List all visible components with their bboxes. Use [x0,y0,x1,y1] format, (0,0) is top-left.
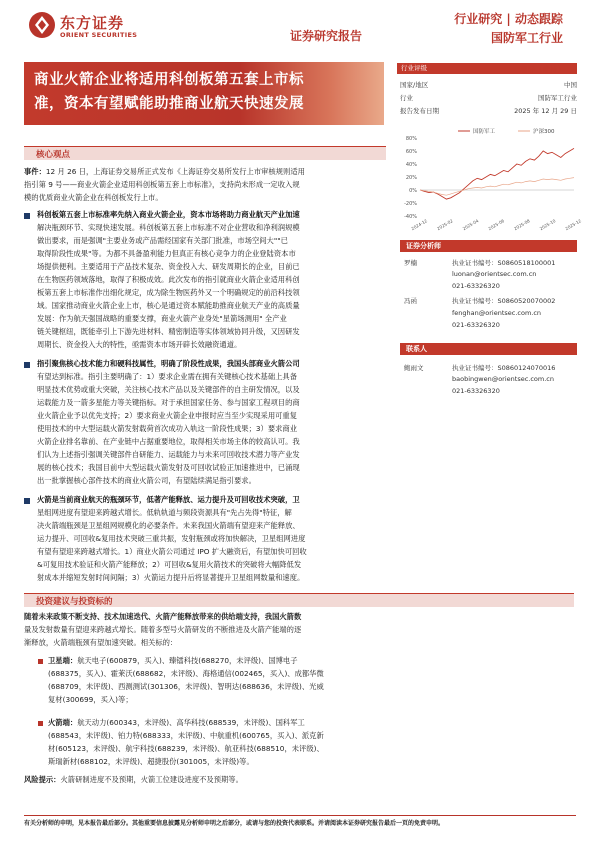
rocket-line: (688543，未评级)、铂力特(688333，未评级)、中航重机(600765，买入)、派克新 [48,731,324,740]
label-prefix: 事件： [24,167,46,176]
rating-row-value: 中国 [564,81,577,89]
p2-line: 们认为上述指引强调关键部件自研能力、运载能力与未来可回收技术潜力等产业发 [37,450,300,459]
p2-line: 有望达到标准。指引主要明确了：1）要求企业需在拥有关键核心技术基础上具备 [37,372,298,381]
rating-row-value: 2025 年 12 月 29 日 [514,107,577,115]
p2-line: 运载能力及一箭多星能力等关键指标。对于承担国家任务、参与国家工程项目的商 [37,398,300,407]
p1-line: 在生物医药领域落地，取得了积极成效。此次发布的指引就商业火箭企业适用科创 [37,275,300,284]
rating-row-key: 行业 [400,94,413,102]
risk-warning: 风险提示：火箭研制进度不及预期，火箭工位建设进度不及预期等。 [24,775,243,784]
p3-line: 决火箭端瓶颈是卫星组网规模化的必要条件。未来我国火箭端有望迎来产能释放、 [37,521,300,530]
contact-cert: 执业证书编号：S0860124070016 [452,364,556,372]
p1-line: 链关键枢纽，既能牵引上下游先进材料、精密制造等实体领域协同升级，又因研发 [37,327,300,336]
analysts-label: 证券分析师 [406,242,441,250]
core-view-label: 核心观点 [36,150,71,160]
p1-line: 板第五套上市标准作出细化规定，成为除生物医药外又一个明确规定的前沿科技领 [37,288,300,297]
rocket-line: 火箭端：航天动力(600343，未评级)、高华科技(688539，未评级)、国科军工 [48,718,305,727]
page-header [0,0,595,60]
contact-name: 鲍雨文 [404,364,424,372]
rating-row-key: 国家/地区 [400,81,429,89]
y-tick-label: 20% [405,175,417,181]
rating-row-value: 国防军工行业 [538,94,577,102]
rocket-line: 材(605123，未评级)、航宇科技(688239，未评级)、航亚科技(688510，未评级)、 [48,744,324,753]
rating-row [400,106,577,115]
p2-line: 展的核心技术；我国目前中大型运载火箭发射及可回收试验正加速推进中，已涌现 [37,463,300,472]
x-tick-label: 2025-06 [487,218,506,232]
rating-row [400,80,577,89]
rating-value: 看好（维持） [520,65,565,74]
p2-line: 业火箭企业予以优先支持；2）要求商业火箭企业申报时应当至少实现采用可重复 [37,411,298,420]
sat-line: 复材(300699，买入)等； [48,695,133,704]
brand-name-en: ORIENT SECURITIES [60,31,138,39]
x-tick-label: 2024-12 [410,218,429,232]
analysts-header [400,240,577,252]
p3-line: 射成本并缩短发射时间间隔；3）火箭运力提升后将显著提升卫星组网数量和速度。 [37,573,305,582]
bullet-square-icon [24,362,30,368]
bullet-square-icon [24,213,30,219]
performance-chart [398,124,583,232]
industry-name: 国防军工行业 [490,31,563,45]
p1-line: 域。国家推动商业火箭企业上市，核心是通过资本赋能助推商业航天产业的高质量 [37,301,300,310]
legend-label: 国防军工 [473,129,496,135]
sat-line: (688709，未评级)、西测测试(301306，未评级)、智明达(688636，未评级)、光威 [48,682,324,691]
rocket-line: 斯瑞新材(688102，未评级)、超捷股份(301005，未评级)等。 [48,757,254,766]
analyst-email: luonan@orientsec.com.cn [452,270,537,278]
analyst-cert: 执业证书编号：S0860518100001 [452,259,556,267]
p1-line: 做出要求，而是强调"主要业务或产品需经国家有关部门批准，市场空间大""已 [37,236,288,245]
p3-line: &可复用技术验证和火箭产能释放；2）可回收&复用火箭技术的突破将大幅降低发 [37,560,302,569]
p2-line: 出一批掌握核心部件技术的商业火箭公司，有望陆续满足指引要求。 [37,476,256,485]
bullet-square-icon [38,721,43,726]
p3-line: 星组网进度有望迎来跨越式增长。低轨轨道与频段资源具有"先占先得"特征，解 [37,508,292,517]
bullet-square-icon [24,498,30,504]
p1-line: 解决瓶颈环节、实现快速发展。科创板第五套上市标准不对企业营收和净利润规模 [37,223,300,232]
y-tick-label: 40% [405,162,417,168]
contacts-label: 联系人 [406,345,427,353]
label-prefix: 风险提示： [24,775,61,784]
event-line: 指引第 9 号——商业火箭企业适用科创板第五套上市标准》，支持尚未形成一定收入规 [24,180,300,189]
x-tick-label: 2025-08 [513,218,531,232]
sat-line: 卫星端：航天电子(600879，买入)、臻镭科技(688270，未评级)、国博电子 [48,656,298,665]
contact-email: baobingwen@orientsec.com.cn [452,375,554,383]
series-line-0 [420,148,574,199]
p2-line: 使用技术的中大型运载火箭发射载荷首次成功入轨这一阶段性成果；3）要求商业 [37,424,298,433]
x-tick-label: 2025-04 [461,218,480,232]
rating-row [400,93,577,102]
y-tick-label: 60% [405,149,417,155]
report-category: 行业研究 | 动态跟踪 [454,12,563,26]
label-prefix: 火箭端： [48,718,78,727]
y-tick-label: 80% [405,136,417,142]
analyst-name: 冯函 [404,297,417,305]
x-tick-label: 2025-02 [436,218,454,232]
p1-line: 发展：作为航天强国战略的重要支撑，商业火箭产业身处"星箭场测用" 全产业 [37,314,287,323]
brand-name: 东方证券 [60,14,125,32]
y-tick-label: -20% [404,201,417,207]
series-line-1 [420,178,574,196]
rating-row-key: 报告发布日期 [400,107,439,115]
p1-line: 场提供便利。主要适用于产品技术复杂、资金投入大、研发周期长的企业，目前已 [37,262,300,271]
p1-line: 周期长、资金投入大的特性，亟需资本市场开辟长效融资通道。 [37,340,242,349]
x-tick-label: 2025-10 [538,218,557,232]
analyst-phone: 021-63326320 [452,282,500,290]
p3-line: 火箭是当前商业航天的瓶颈环节，低著产能释放、运力提升及可回收技术突破，卫 [37,495,300,504]
analyst-email: fenghan@orientsec.com.cn [452,309,542,317]
p3-line: 运力提升、可回收&复用技术突破三重共振，发射瓶颈或将加快解决，卫星组网进度 [37,534,306,543]
invest-intro-line: 渐释放，火箭端瓶颈有望加速突破。相关标的： [24,638,178,647]
analyst-phone: 021-63326320 [452,321,500,329]
event-line: 事件：12 月 26 日，上海证券交易所正式发布《上海证券交易所发行上市审核规则适用 [24,167,305,176]
y-tick-label: -40% [404,214,417,220]
report-type: 证券研究报告 [290,29,363,43]
p1-line: 取得阶段性成果"等。为都不具备盈利能力但真正有核心竞争力的企业登陆资本市 [37,249,296,258]
analyst-name: 罗楠 [404,259,417,267]
footer-divider [24,815,576,816]
invest-header [24,593,574,607]
p2-line: 明显技术优势或重大突破，关注核心技术产品以及关键部件的自主研发情况，以及 [37,385,300,394]
rating-label: 行业评级 [401,64,427,72]
event-line: 模的优质商业火箭企业在科创板发行上市。 [24,193,163,202]
title-line-2: 准，资本有望赋能助推商业航天快速发展 [34,96,304,112]
title-banner [24,62,384,125]
x-tick-label: 2025-12 [564,218,583,232]
core-view-header [24,146,386,160]
sat-line: (688375，买入)、霍莱沃(688682，未评级)、海格通信(002465，买入)、成都华微 [48,669,324,678]
p3-line: 有望有望迎来跨越式增长。1）商业火箭公司通过 IPO 扩大融资后，有望加快可回收 [37,547,307,556]
invest-label: 投资建议与投资标的 [36,597,113,607]
title-line-1: 商业火箭企业将适用科创板第五套上市标 [34,72,304,88]
label-prefix: 卫星端： [48,656,78,665]
bullet-square-icon [38,659,43,664]
invest-intro-line: 量及发射数量有望迎来跨越式增长。随着多型号火箭研发的不断推进及火箭产能端的逐 [24,625,302,634]
invest-intro-line: 随着未来政策不断支持、技术加速迭代、火箭产能释放带来的供给端支持，我国火箭数 [24,612,302,621]
orient-logo-icon [28,11,56,39]
y-tick-label: 0% [409,188,417,194]
p2-line: 指引聚焦核心技术能力和硬科技属性，明确了阶段性成果，我国头部商业火箭公司 [37,359,300,368]
footer-disclaimer: 有关分析师的申明，见本报告最后部分。其他重要信息披露见分析师申明之后部分，或请与您的投资代表联系。并请阅读本证券研究报告最后一页的免责申明。 [24,820,445,827]
p2-line: 火箭企业排名靠前、在产业链中占据重要地位，取得相关市场主体的较高认可。我 [37,437,300,446]
contacts-header [400,343,577,355]
contact-phone: 021-63326320 [452,387,500,395]
legend-label: 沪深300 [533,129,555,135]
analyst-cert: 执业证书编号：S0860520070002 [452,297,556,305]
p1-line: 科创板第五套上市标准率先纳入商业火箭企业，资本市场将助力商业航天产业加速 [37,210,300,219]
